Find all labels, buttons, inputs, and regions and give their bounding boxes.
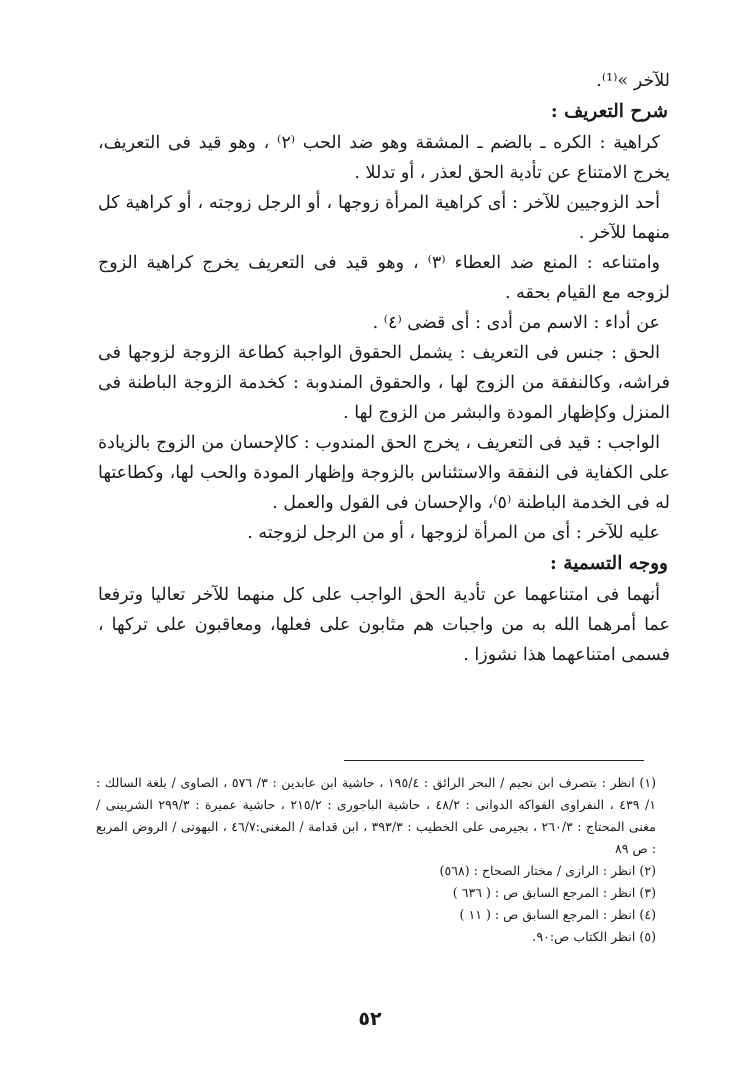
paragraph-ahad-zawjayn: أحد الزوجيين للآخر : أى كراهية المرأة زوجها ، أو الرجل زوجته ، أو كراهية كل منهما للآخر . bbox=[98, 193, 670, 243]
footnote-divider bbox=[344, 760, 644, 761]
footnotes bbox=[96, 772, 656, 948]
paragraph-continuation: للآخر »⁽¹⁾. bbox=[596, 71, 670, 91]
paragraph-al-haqq: الحق : جنس فى التعريف : يشمل الحقوق الواجبة كطاعة الزوجة لزوجها فى فراشه، وكالنفقة من الزوج لها ، والحقوق المندوبة : كخدمة الزوجة الباطنة فى المنزل وكإظهار المودة والبشر من الزوج لها . bbox=[98, 343, 670, 423]
paragraph-karahiya: كراهية : الكره ـ بالضم ـ المشقة وهو ضد الحب ⁽٢⁾ ، وهو قيد فى التعريف، يخرج الامتناع عن تأدية الحق لعذر ، أو تدللا . bbox=[98, 133, 670, 183]
paragraph-an-adaa: عن أداء : الاسم من أدى : أى قضى ⁽٤⁾ . bbox=[372, 313, 660, 333]
footnote-4: (٤) انظر : المرجع السابق ص : ( ١١ ) bbox=[459, 907, 656, 922]
paragraph-al-wajib: الواجب : قيد فى التعريف ، يخرج الحق المندوب : كالإحسان من الزوج بالزيادة على الكفاية فى النفقة والاستئناس بالزوجة وإظهار المودة والحب لها، وكطاعتها له فى الخدمة الباطنة ⁽٥⁾، والإحسان فى القول والعمل . bbox=[98, 433, 670, 513]
paragraph-imtinaa: وامتناعه : المنع ضد العطاء ⁽٣⁾ ، وهو قيد فى التعريف يخرج كراهية الزوج لزوجه مع القيام بحقه . bbox=[98, 253, 670, 303]
footnote-2: (٢) انظر : الرازى / مختار الصحاح : (٥٦٨) bbox=[439, 863, 656, 878]
paragraph-naming-reason: أنهما فى امتناعهما عن تأدية الحق الواجب على كل منهما للآخر تعاليا وترفعا عما أمرهما الله به من واجبات هم مثابون على فعلها، ومعاقبون على تركها ، فسمى امتناعهما هذا نشوزا . bbox=[98, 585, 670, 665]
footnote-3: (٣) انظر : المرجع السابق ص : ( ٦٣٦ ) bbox=[452, 885, 656, 900]
page-number: ٥٢ bbox=[358, 1008, 382, 1030]
section-heading-definition-explanation: شرح التعريف : bbox=[550, 101, 668, 122]
main-text bbox=[98, 66, 670, 670]
section-heading-naming-reason: ووجه التسمية : bbox=[550, 553, 668, 574]
footnote-5: (٥) انظر الكتاب ص:٩٠. bbox=[532, 929, 656, 944]
paragraph-alayhi-lilakhar: عليه للآخر : أى من المرأة لزوجها ، أو من الرجل لزوجته . bbox=[247, 523, 660, 543]
footnote-1: (١) انظر : بتصرف ابن نجيم / البحر الرائق : ١٩٥/٤ ، حاشية ابن عابدين : ٣/ ٥٧٦ ، الصاوى / بلغة السالك : ١/ ٤٣٩ ، النفراوى الفواكه الدوانى : ٤٨/٢ ، حاشية الباجورى : ٢١٥/٢ ، حاشية عميرة : ٢٩٩/٣ الشربينى / مغنى المحتاج : ٢٦٠/٣ ، بجيرمى على الخطيب : ٣٩٣/٣ ، ابن قدامة / المغنى:٤٦/٧ ، البهوتى / الروض المربع : ص ٨٩ bbox=[96, 775, 656, 856]
